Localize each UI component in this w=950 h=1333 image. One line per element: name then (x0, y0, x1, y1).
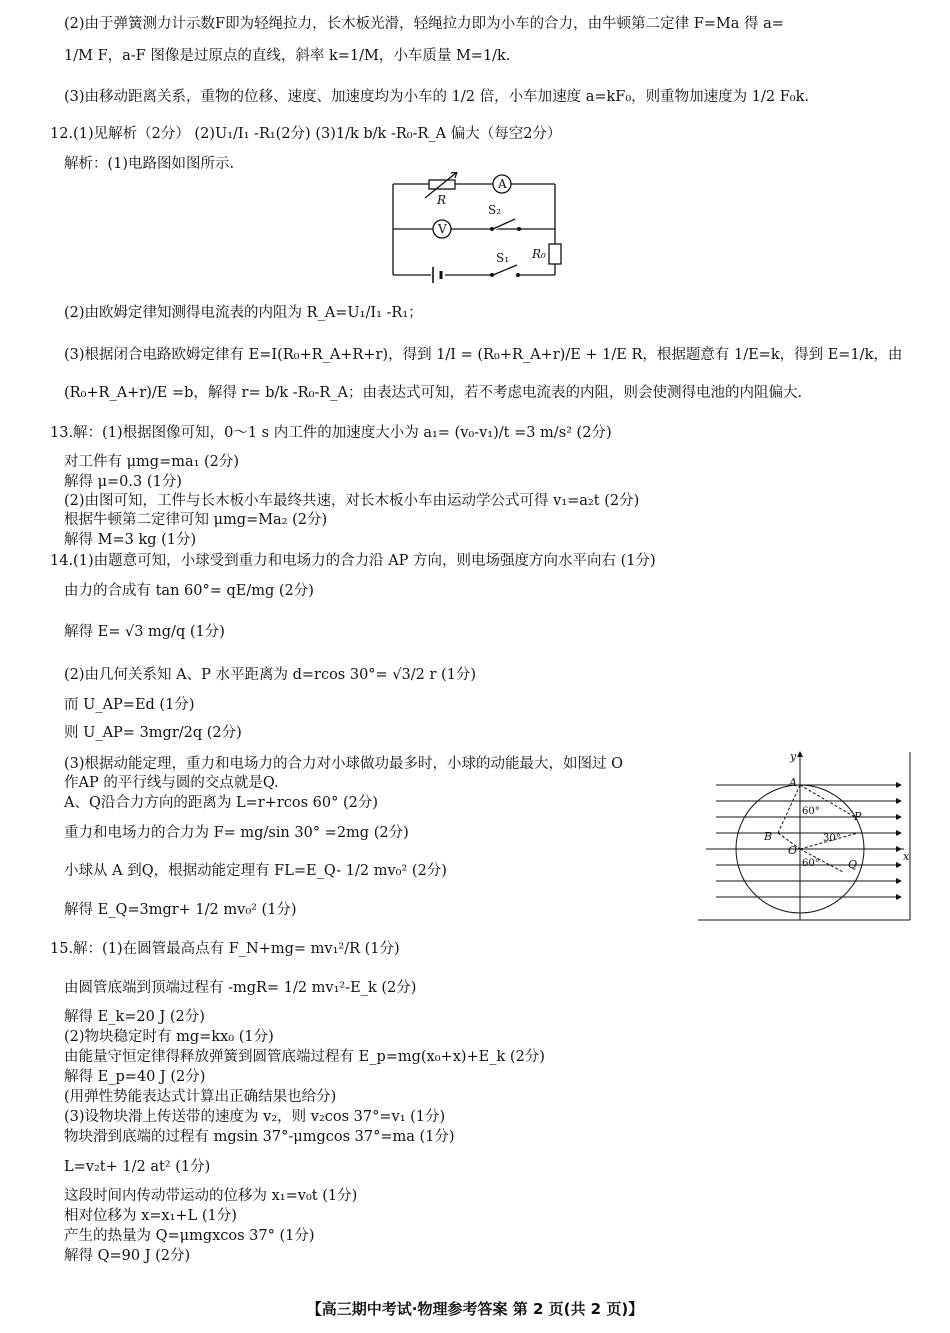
text-line: 1/M F，a-F 图像是过原点的直线，斜率 k=1/M，小车质量 M=1/k. (64, 48, 511, 64)
text-line: 解得 μ=0.3 (1分) (64, 474, 182, 490)
text-line: (2)物块稳定时有 mg=kx₀ (1分) (64, 1029, 274, 1045)
voltmeter-label: V (438, 222, 447, 236)
text-line: 由力的合成有 tan 60°= qE/mg (2分) (64, 583, 314, 599)
text-line: 产生的热量为 Q=μmgxcos 37° (1分) (64, 1228, 315, 1244)
circuit-diagram (385, 172, 563, 294)
text-line: 15.解：(1)在圆管最高点有 F_N+mg= mv₁²/R (1分) (50, 941, 400, 957)
text-line: 物块滑到底端的过程有 mgsin 37°-μmgcos 37°=ma (1分) (64, 1129, 455, 1145)
point-a-label: A (789, 776, 797, 789)
switch-s1-label: S₁ (496, 251, 510, 265)
point-b-label: B (764, 830, 773, 843)
switch-s2-label: S₂ (488, 203, 502, 217)
resistor-r0-label: R₀ (532, 247, 546, 261)
text-line: 由圆管底端到顶端过程有 -mgR= 1/2 mv₁²-E_k (2分) (64, 980, 417, 996)
text-line: L=v₂t+ 1/2 at² (1分) (64, 1159, 211, 1175)
field-circle-diagram (698, 748, 912, 923)
angle-30: 30° (823, 833, 841, 844)
text-line: 解得 M=3 kg (1分) (64, 532, 197, 548)
point-q-label: Q (848, 858, 858, 871)
text-line: (3)根据动能定理，重力和电场力的合力对小球做功最多时，小球的动能最大，如图过 O (64, 756, 624, 772)
y-axis-label: y (790, 750, 797, 763)
text-line: 小球从 A 到Q，根据动能定理有 FL=E_Q- 1/2 mv₀² (2分) (64, 863, 447, 879)
text-line: 重力和电场力的合力为 F= mg/sin 30° =2mg (2分) (64, 825, 409, 841)
text-line: 由能量守恒定律得释放弹簧到圆管底端过程有 E_p=mg(x₀+x)+E_k (2分) (64, 1049, 545, 1065)
text-line: 这段时间内传动带运动的位移为 x₁=v₀t (1分) (64, 1188, 358, 1204)
text-line: 14.(1)由题意可知，小球受到重力和电场力的合力沿 AP 方向，则电场强度方向水平向右 (1分) (50, 553, 656, 569)
text-line: (R₀+R_A+r)/E =b，解得 r= b/k -R₀-R_A；由表达式可知，若不考虑电流表的内阻，则会使测得电池的内阻偏大. (64, 385, 803, 401)
text-line: 相对位移为 x=x₁+L (1分) (64, 1208, 237, 1224)
text-line: A、Q沿合力方向的距离为 L=r+rcos 60° (2分) (64, 795, 379, 811)
resistor-r-label: R (437, 193, 447, 207)
text-line: 解得 Q=90 J (2分) (64, 1248, 191, 1264)
text-line: (2)由几何关系知 A、P 水平距离为 d=rcos 30°= √3/2 r (1分) (64, 667, 477, 683)
ammeter-label: A (498, 177, 507, 191)
text-line: 解得 E_Q=3mgr+ 1/2 mv₀² (1分) (64, 902, 297, 918)
text-line: 对工件有 μmg=ma₁ (2分) (64, 454, 240, 470)
point-p-label: P (854, 810, 862, 823)
text-line: 而 U_AP=Ed (1分) (64, 697, 195, 713)
point-o-label: O (788, 844, 798, 857)
text-line: (2)由欧姆定律知测得电流表的内阻为 R_A=U₁/I₁ -R₁； (64, 305, 423, 321)
page-footer: 【高三期中考试·物理参考答案 第 2 页(共 2 页)】 (306, 1300, 644, 1318)
text-line: 13.解：(1)根据图像可知，0～1 s 内工件的加速度大小为 a₁= (v₀-v₁)/t =3 m/s² (2分) (50, 425, 612, 441)
text-line: 12.(1)见解析（2分） (2)U₁/I₁ -R₁(2分) (3)1/k b/k -R₀-R_A 偏大（每空2分） (50, 126, 562, 142)
text-line: 根据牛顿第二定律可知 μmg=Ma₂ (2分) (64, 512, 328, 528)
text-line: 解析：(1)电路图如图所示. (64, 156, 235, 172)
text-line: (用弹性势能表达式计算出正确结果也给分) (64, 1089, 337, 1105)
angle-60-bottom: 60° (802, 858, 820, 869)
text-line: 解得 E_k=20 J (2分) (64, 1009, 205, 1025)
text-line: (3)根据闭合电路欧姆定律有 E=I(R₀+R_A+R+r)，得到 1/I = (R₀+R_A+r)/E + 1/E R，根据题意有 1/E=k，得到 E=1/k，由 (64, 347, 903, 363)
text-line: (2)由图可知，工件与长木板小车最终共速，对长木板小车由运动学公式可得 v₁=a₂t (2分) (64, 493, 640, 509)
text-line: 解得 E_p=40 J (2分) (64, 1069, 206, 1085)
text-line: (3)由移动距离关系，重物的位移、速度、加速度均为小车的 1/2 倍，小车加速度 a=kF₀，则重物加速度为 1/2 F₀k. (64, 89, 809, 105)
x-axis-label: x (903, 850, 910, 863)
text-line: 作AP 的平行线与圆的交点就是Q. (64, 775, 279, 791)
text-line: (2)由于弹簧测力计示数F即为轻绳拉力，长木板光滑，轻绳拉力即为小车的合力，由牛顿第二定律 F=Ma 得 a= (64, 16, 784, 32)
text-line: 则 U_AP= 3mgr/2q (2分) (64, 725, 242, 741)
text-line: (3)设物块滑上传送带的速度为 v₂，则 v₂cos 37°=v₁ (1分) (64, 1109, 446, 1125)
text-line: 解得 E= √3 mg/q (1分) (64, 624, 225, 640)
angle-60-top: 60° (802, 806, 820, 817)
